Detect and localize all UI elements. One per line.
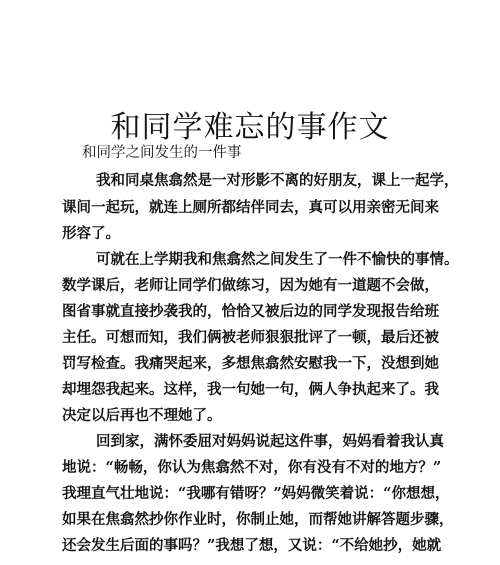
body-line: 图省事就直接抄袭我的，恰恰又被后边的同学发现报告给班: [62, 303, 439, 320]
document-subtitle: 和同学之间发生的一件事: [82, 145, 242, 161]
body-line: 课间一起玩，就连上厕所都结伴同去，真可以用亲密无间来: [62, 199, 439, 216]
body-line: 还会发生后面的事吗？”我想了想，又说：“不给她抄，她就: [62, 537, 442, 554]
body-line: 罚写检查。我痛哭起来，多想焦翕然安慰我一下，没想到她: [62, 355, 439, 372]
body-line: 决定以后再也不理她了。: [62, 407, 222, 424]
body-line: 可就在上学期我和焦翕然之间发生了一件不愉快的事情。: [96, 251, 459, 268]
body-line: 却埋怨我起来。这样，我一句她一句，俩人争执起来了。我: [62, 381, 439, 398]
body-line: 主任。可想而知，我们俩被老师狠狠批评了一顿，最后还被: [62, 329, 439, 346]
body-line: 地说：“畅畅，你认为焦翕然不对，你有没有不对的地方？”: [62, 459, 442, 476]
body-line: 形容了。: [62, 225, 120, 242]
body-line: 我和同桌焦翕然是一对形影不离的好朋友，课上一起学，: [96, 172, 459, 189]
body-line: 如果在焦翕然抄你作业时，你制止她，而帮她讲解答题步骤，: [62, 511, 454, 528]
document-title: 和同学难忘的事作文: [110, 110, 390, 146]
body-line: 我理直气壮地说：“我哪有错呀？”妈妈微笑着说：“你想想，: [62, 485, 450, 502]
body-line: 数学课后，老师让同学们做练习，因为她有一道题不会做，: [62, 277, 439, 294]
body-line: 回到家，满怀委屈对妈妈说起这件事，妈妈看着我认真: [96, 433, 444, 450]
